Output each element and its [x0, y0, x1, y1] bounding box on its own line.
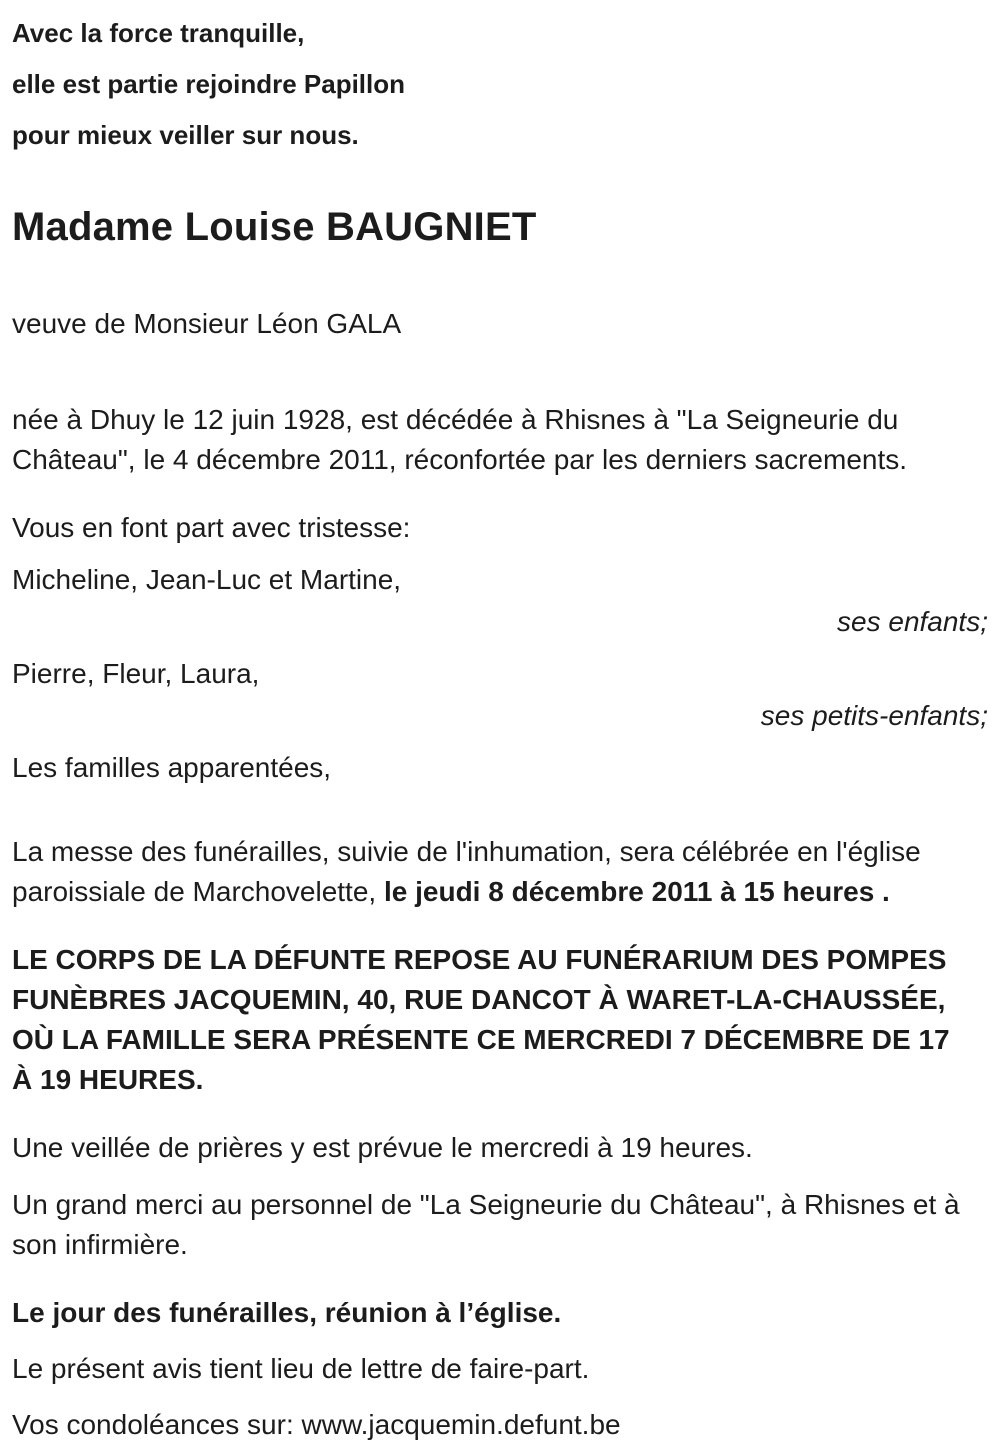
condolences-prefix: Vos condoléances sur: [12, 1408, 302, 1440]
announce-line: Vous en font part avec tristesse: [12, 512, 411, 544]
condolences-url: www.jacquemin.defunt.be [301, 1408, 621, 1440]
mass-datetime: le jeudi 8 décembre 2011 à 15 heures . [383, 876, 890, 908]
epitaph-block [12, 8, 988, 161]
reunion-line: Le jour des funérailles, réunion à l’église. [12, 1296, 562, 1328]
mass-paragraph [12, 832, 987, 912]
deceased-name: Madame Louise BAUGNIET [12, 205, 537, 249]
funerarium-paragraph: LE CORPS DE LA DÉFUNTE REPOSE AU FUNÉRARIUM DES POMPES FUNÈBRES JACQUEMIN, 40, RUE DANCOT À WARET-LA-CHAUSSÉE, OÙ LA FAMILLE SERA PRÉSENTE CE MERCREDI 7 DÉCEMBRE DE 17 À 19 HEURES. [12, 944, 950, 1096]
epitaph-line-2: elle est partie rejoindre Papillon [12, 69, 406, 99]
epitaph-line-3: pour mieux veiller sur nous. [12, 120, 359, 150]
death-paragraph: née à Dhuy le 12 juin 1928, est décédée à Rhisnes à "La Seigneurie du Château", le 4 décembre 2011, réconfortée par les derniers sacrements. [12, 404, 908, 476]
vigil-line: Une veillée de prières y est prévue le mercredi à 19 heures. [12, 1132, 753, 1164]
grandchildren-line: Pierre, Fleur, Laura, [12, 658, 260, 690]
notice-line: Le présent avis tient lieu de lettre de faire-part. [12, 1352, 590, 1384]
thanks-paragraph: Un grand merci au personnel de "La Seigneurie du Château", à Rhisnes et à son infirmière. [12, 1188, 960, 1260]
family-block [12, 560, 988, 788]
children-line: Micheline, Jean-Luc et Martine, [12, 564, 402, 596]
mass-text: La messe des funérailles, suivie de l'inhumation, sera célébrée en l'église paroissiale de Marchovelette, [12, 836, 921, 908]
grandchildren-relation-label: ses petits-enfants; [760, 700, 988, 732]
condolences-line [12, 1405, 988, 1445]
families-line: Les familles apparentées, [12, 752, 332, 784]
widow-line: veuve de Monsieur Léon GALA [12, 308, 402, 339]
epitaph-line-1: Avec la force tranquille, [12, 18, 305, 48]
children-relation-label: ses enfants; [837, 606, 988, 638]
